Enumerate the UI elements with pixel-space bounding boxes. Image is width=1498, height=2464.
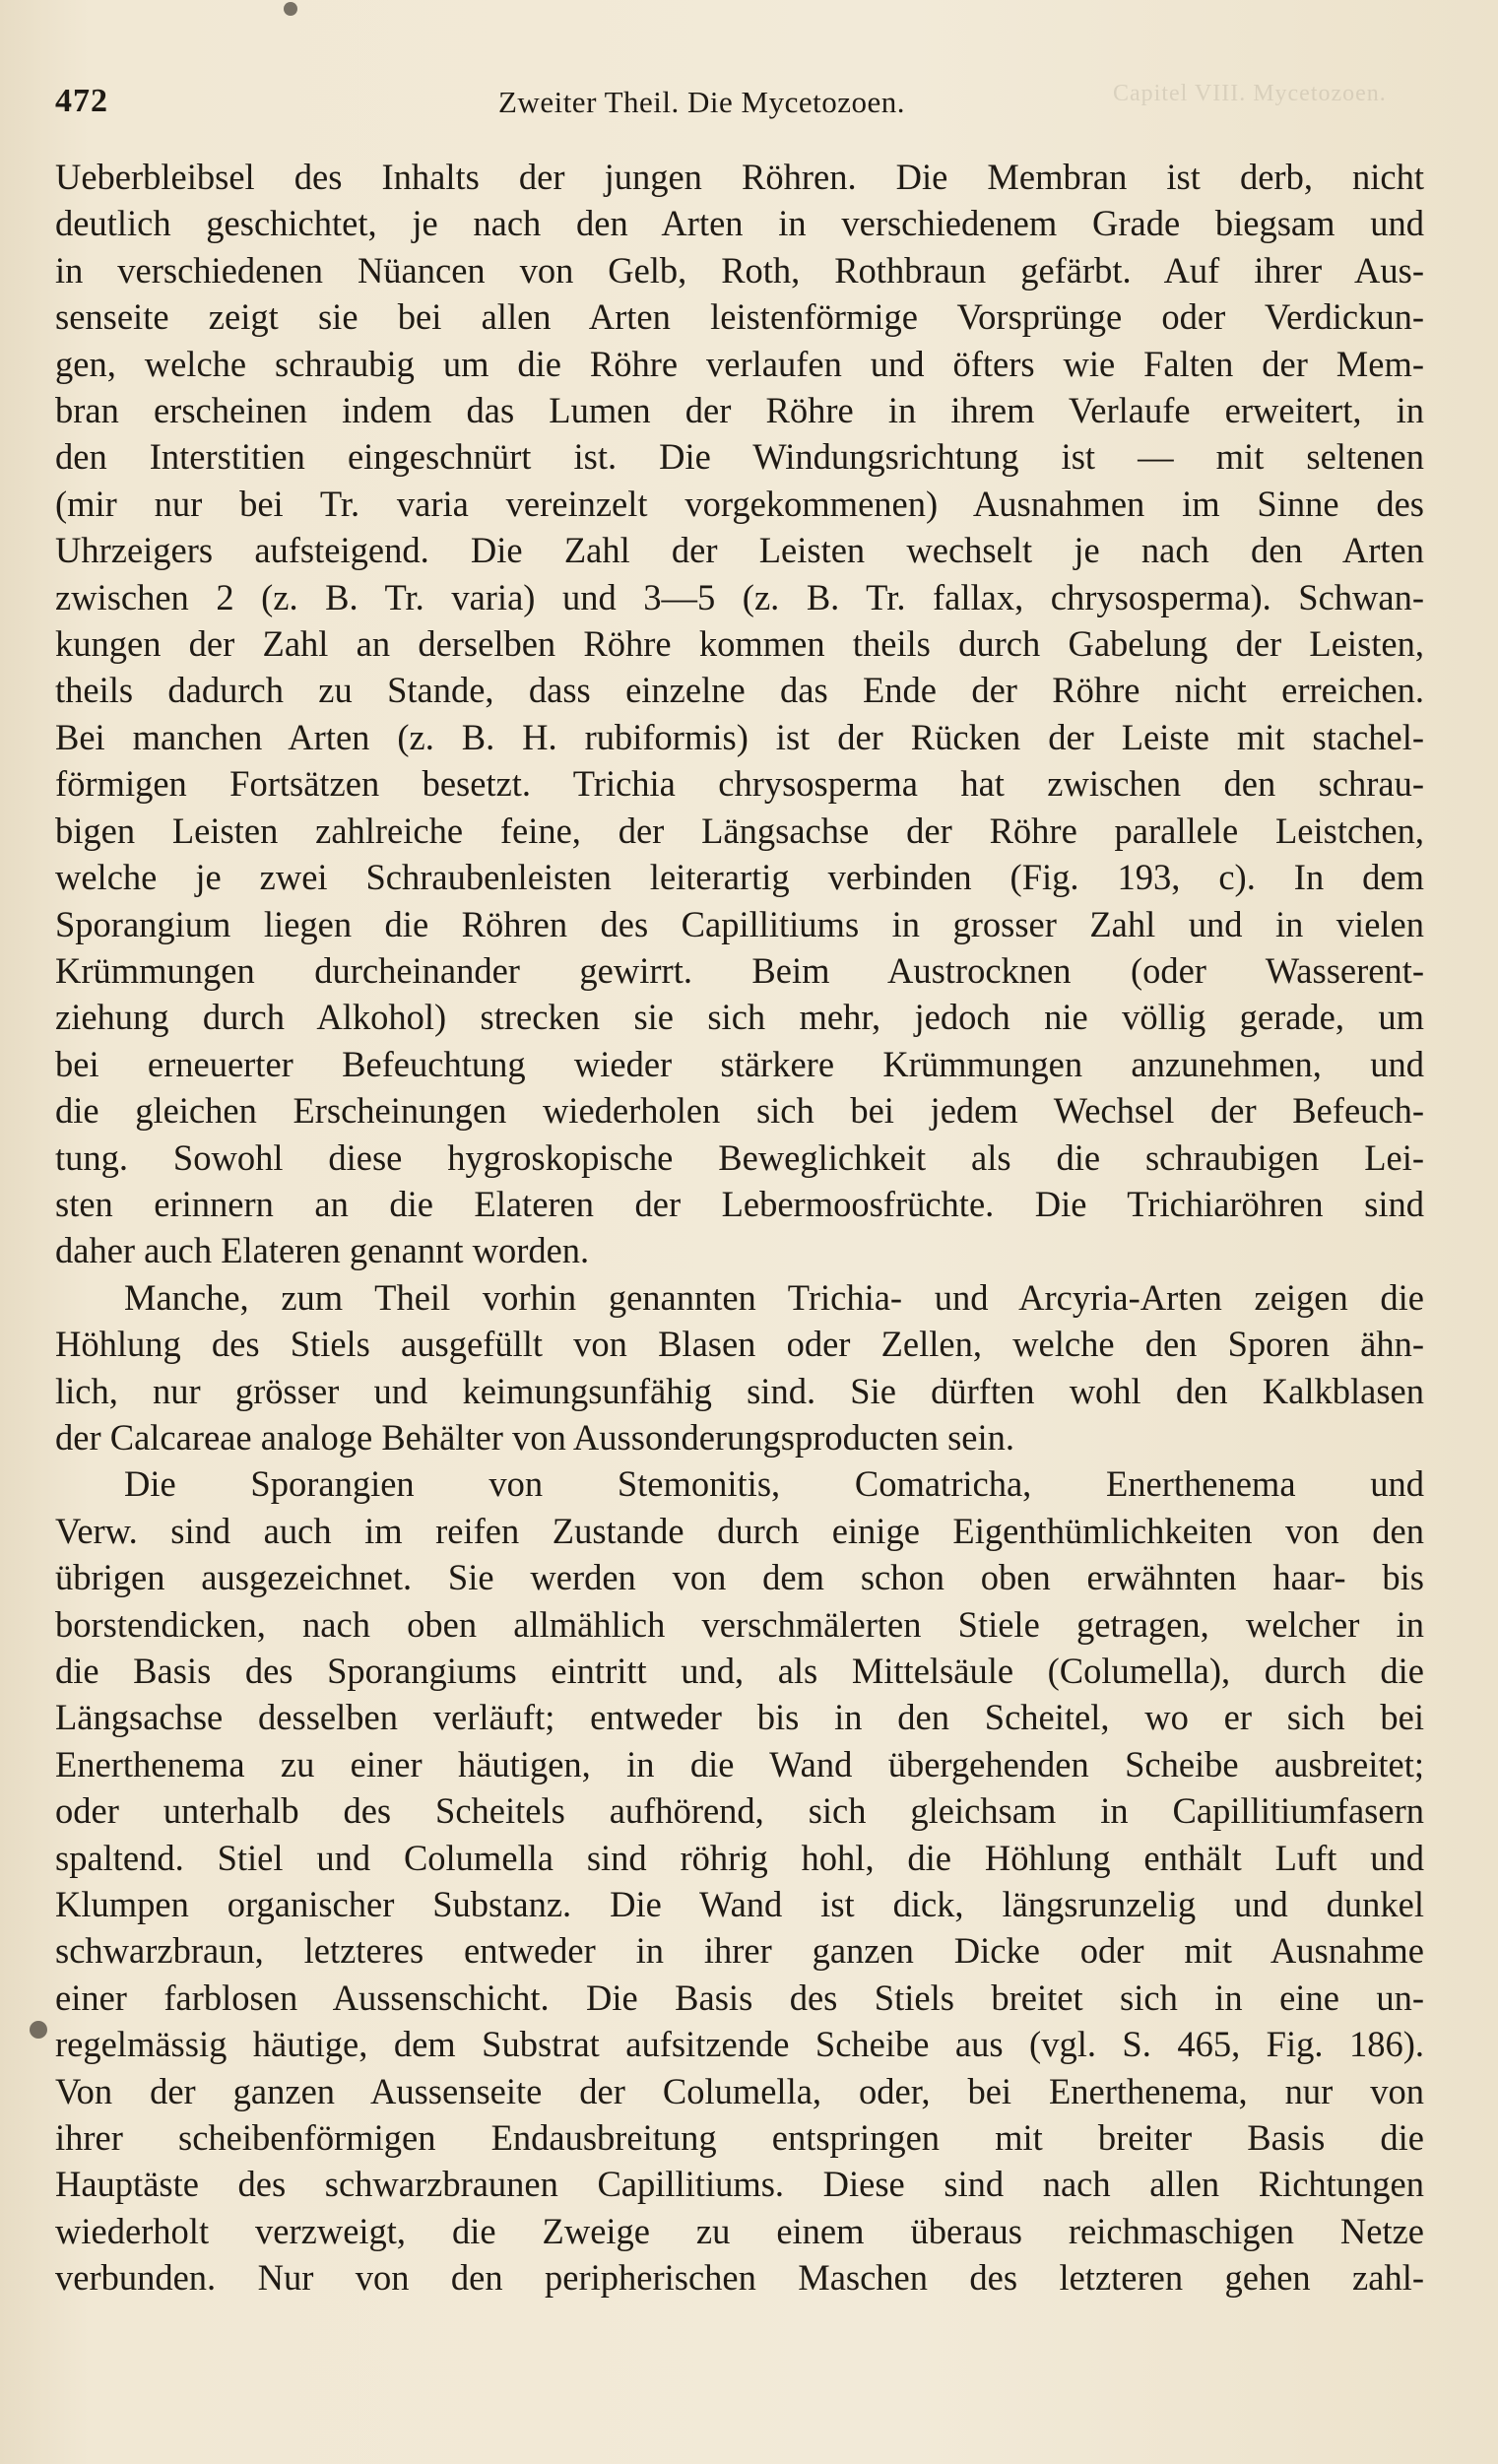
text-line: übrigen ausgezeichnet. Sie werden von dem schon oben erwähnten haar- bis bbox=[55, 1557, 1424, 1598]
text-line: Längsachse desselben verläuft; entweder bis in den Scheitel, wo er sich bei bbox=[55, 1697, 1424, 1738]
text-line: Krümmungen durcheinander gewirrt. Beim Austrocknen (oder Wasserent- bbox=[55, 949, 1424, 991]
paragraph-start-line: Manche, zum Theil vorhin genannten Trichia- und Arcyria-Arten zeigen die bbox=[124, 1276, 1424, 1318]
page-header bbox=[55, 83, 1434, 122]
text-line: zwischen 2 (z. B. Tr. varia) und 3—5 (z. B. Tr. fallax, chrysosperma). Schwan- bbox=[55, 576, 1424, 617]
text-line: welche je zwei Schraubenleisten leiterartig verbinden (Fig. 193, c). In dem bbox=[55, 857, 1424, 898]
text-line: die Basis des Sporangiums eintritt und, als Mittelsäule (Columella), durch die bbox=[55, 1651, 1424, 1691]
text-line: regelmässig häutige, dem Substrat aufsitzende Scheibe aus (vgl. S. 465, Fig. 186). bbox=[55, 2024, 1424, 2065]
ink-smudge bbox=[30, 2021, 47, 2039]
running-head: Zweiter Theil. Die Mycetozoen. bbox=[498, 85, 905, 119]
text-line: in verschiedenen Nüancen von Gelb, Roth, Rothbraun gefärbt. Auf ihrer Aus- bbox=[55, 249, 1424, 291]
text-line: Enerthenema zu einer häutigen, in die Wand übergehenden Scheibe ausbreitet; bbox=[55, 1743, 1424, 1784]
paragraph-end-line: der Calcareae analoge Behälter von Aussonderungsproducten sein. bbox=[55, 1416, 1015, 1458]
text-line: tung. Sowohl diese hygroskopische Beweglichkeit als die schraubigen Lei- bbox=[55, 1136, 1424, 1178]
text-line: Bei manchen Arten (z. B. H. rubiformis) ist der Rücken der Leiste mit stachel- bbox=[55, 716, 1424, 757]
show-through-text: Capitel VIII. Mycetozoen. bbox=[1113, 81, 1387, 106]
text-line: kungen der Zahl an derselben Röhre kommen theils durch Gabelung der Leisten, bbox=[55, 623, 1424, 665]
body-text bbox=[55, 154, 1424, 2302]
text-line: lich, nur grösser und keimungsunfähig sind. Sie dürften wohl den Kalkblasen bbox=[55, 1370, 1424, 1411]
paragraph-end-line: daher auch Elateren genannt worden. bbox=[55, 1230, 590, 1271]
paragraph-start-line: Die Sporangien von Stemonitis, Comatricha, Enerthenema und bbox=[124, 1463, 1424, 1505]
text-line: sten erinnern an die Elateren der Lebermoosfrüchte. Die Trichiaröhren sind bbox=[55, 1183, 1424, 1224]
text-line: oder unterhalb des Scheitels aufhörend, sich gleichsam in Capillitiumfasern bbox=[55, 1790, 1424, 1832]
text-line: bran erscheinen indem das Lumen der Röhre in ihrem Verlaufe erweitert, in bbox=[55, 390, 1424, 431]
text-line: ziehung durch Alkohol) strecken sie sich mehr, jedoch nie völlig gerade, um bbox=[55, 997, 1424, 1038]
text-line: bigen Leisten zahlreiche feine, der Längsachse der Röhre parallele Leistchen, bbox=[55, 810, 1424, 851]
text-line: Höhlung des Stiels ausgefüllt von Blasen oder Zellen, welche den Sporen ähn- bbox=[55, 1324, 1424, 1365]
text-line: Klumpen organischer Substanz. Die Wand ist dick, längsrunzelig und dunkel bbox=[55, 1884, 1424, 1925]
ink-smudge bbox=[284, 2, 297, 16]
text-line: wiederholt verzweigt, die Zweige zu einem überaus reichmaschigen Netze bbox=[55, 2210, 1424, 2251]
text-line: senseite zeigt sie bei allen Arten leistenförmige Vorsprünge oder Verdickun- bbox=[55, 296, 1424, 338]
text-line: gen, welche schraubig um die Röhre verlaufen und öfters wie Falten der Mem- bbox=[55, 343, 1424, 384]
text-line: verbunden. Nur von den peripherischen Maschen des letzteren gehen zahl- bbox=[55, 2257, 1424, 2299]
text-line: förmigen Fortsätzen besetzt. Trichia chrysosperma hat zwischen den schrau- bbox=[55, 763, 1424, 805]
text-line: (mir nur bei Tr. varia vereinzelt vorgekommenen) Ausnahmen im Sinne des bbox=[55, 483, 1424, 524]
page-number: 472 bbox=[55, 83, 108, 119]
text-line: bei erneuerter Befeuchtung wieder stärkere Krümmungen anzunehmen, und bbox=[55, 1043, 1424, 1084]
text-line: theils dadurch zu Stande, dass einzelne das Ende der Röhre nicht erreichen. bbox=[55, 670, 1424, 711]
text-line: spaltend. Stiel und Columella sind röhrig hohl, die Höhlung enthält Luft und bbox=[55, 1837, 1424, 1878]
text-line: Ueberbleibsel des Inhalts der jungen Röhren. Die Membran ist derb, nicht bbox=[55, 157, 1424, 197]
text-line: ihrer scheibenförmigen Endausbreitung entspringen mit breiter Basis die bbox=[55, 2117, 1424, 2159]
text-line: Hauptäste des schwarzbraunen Capillitiums. Diese sind nach allen Richtungen bbox=[55, 2164, 1424, 2205]
text-line: schwarzbraun, letzteres entweder in ihrer ganzen Dicke oder mit Ausnahme bbox=[55, 1930, 1424, 1972]
text-line: Von der ganzen Aussenseite der Columella, oder, bei Enerthenema, nur von bbox=[55, 2070, 1424, 2111]
text-line: einer farblosen Aussenschicht. Die Basis des Stiels breitet sich in eine un- bbox=[55, 1977, 1424, 2018]
text-line: die gleichen Erscheinungen wiederholen sich bei jedem Wechsel der Befeuch- bbox=[55, 1090, 1424, 1132]
text-line: borstendicken, nach oben allmählich verschmälerten Stiele getragen, welcher in bbox=[55, 1603, 1424, 1645]
text-line: Verw. sind auch im reifen Zustande durch einige Eigenthümlichkeiten von den bbox=[55, 1510, 1424, 1551]
text-line: Sporangium liegen die Röhren des Capillitiums in grosser Zahl und in vielen bbox=[55, 903, 1424, 944]
text-line: Uhrzeigers aufsteigend. Die Zahl der Leisten wechselt je nach den Arten bbox=[55, 530, 1424, 571]
text-line: den Interstitien eingeschnürt ist. Die Windungsrichtung ist — mit seltenen bbox=[55, 436, 1424, 478]
text-line: deutlich geschichtet, je nach den Arten in verschiedenem Grade biegsam und bbox=[55, 203, 1424, 244]
